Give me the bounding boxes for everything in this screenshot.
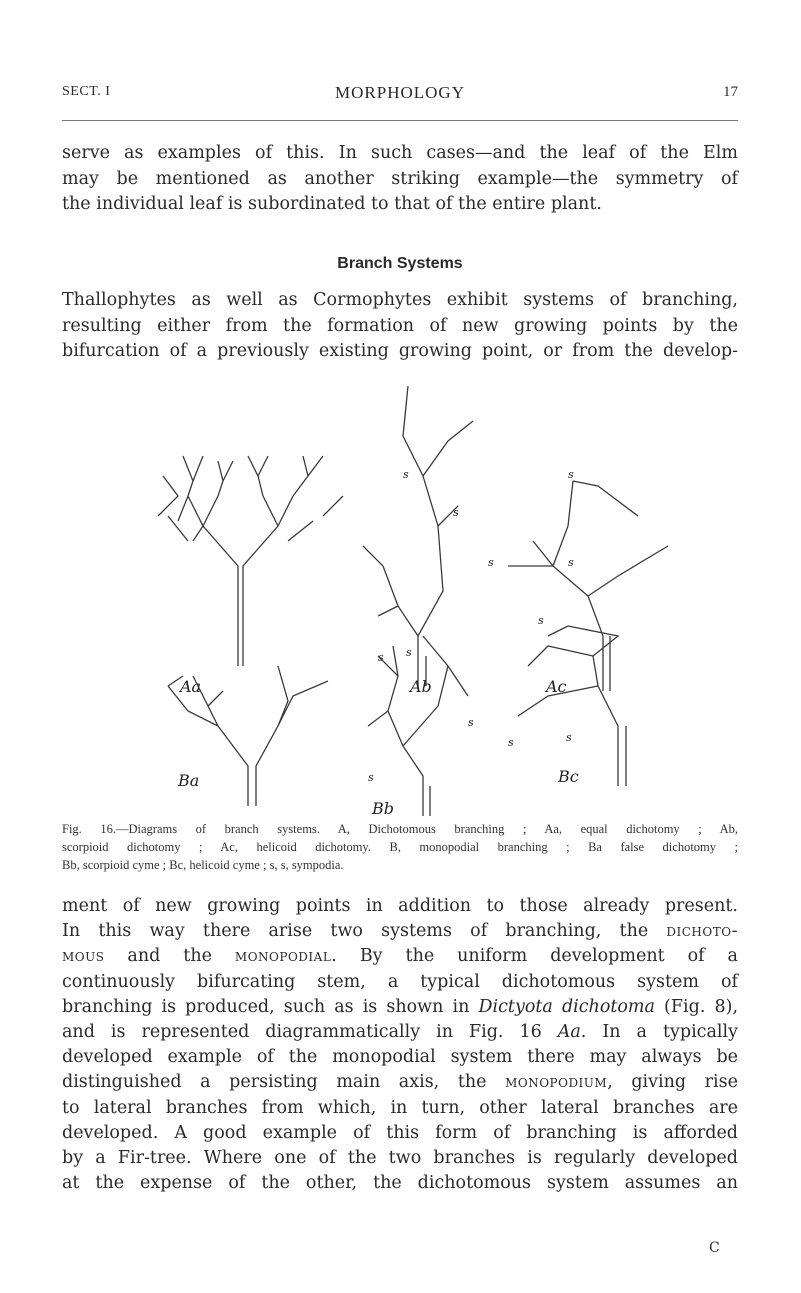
figure-caption bbox=[62, 820, 738, 874]
text-run: , giving rise bbox=[607, 1072, 738, 1093]
sympodia-mark: s bbox=[568, 468, 574, 481]
sympodia-mark: s bbox=[488, 556, 494, 569]
sympodia-mark: s bbox=[406, 646, 412, 659]
text-run: . By the uniform development of a bbox=[331, 946, 738, 967]
text-line bbox=[62, 995, 738, 1020]
intro-paragraph bbox=[62, 141, 738, 218]
text-line: serve as examples of this. In such cases—and the leaf of the Elm bbox=[62, 143, 738, 163]
text-line: resulting either from the formation of new growing points by the bbox=[62, 315, 738, 336]
sympodia-mark: s bbox=[368, 771, 374, 784]
text-line: by a Fir-tree. Where one of the two branches is regularly developed bbox=[62, 1148, 738, 1169]
section-label: SECT. I bbox=[62, 84, 111, 99]
caption-line: scorpioid dichotomy ; Ac, helicoid dichotomy. B, monopodial branching ; Ba false dichotomy ; bbox=[62, 840, 738, 854]
diagram-ac bbox=[508, 481, 668, 691]
label-aa: Aa bbox=[180, 677, 202, 696]
label-ab: Ab bbox=[410, 677, 432, 696]
label-bb: Bb bbox=[372, 799, 394, 816]
running-header bbox=[62, 84, 738, 108]
term-dichotomous: dichoto- bbox=[666, 921, 738, 942]
sympodia-mark: s bbox=[403, 468, 409, 481]
text-line bbox=[62, 1070, 738, 1095]
text-line: ment of new growing points in addition to those already present. bbox=[62, 896, 738, 916]
signature-mark: C bbox=[709, 1240, 720, 1256]
label-ac: Ac bbox=[546, 677, 567, 696]
sympodia-mark: s bbox=[566, 731, 572, 744]
text-run: distinguished a persisting main axis, the bbox=[62, 1072, 506, 1093]
species-name: Dictyota dichotoma bbox=[478, 996, 655, 1017]
sympodia-mark: s bbox=[378, 651, 384, 664]
sympodia-mark: s bbox=[468, 716, 474, 729]
term-monopodial: monopodial bbox=[234, 946, 332, 967]
label-bc: Bc bbox=[558, 767, 579, 786]
branch-systems-figure bbox=[148, 366, 708, 816]
text-run: . In a typically bbox=[580, 1022, 738, 1043]
sympodia-mark: s bbox=[568, 556, 574, 569]
term-monopodium: monopodium bbox=[505, 1072, 608, 1093]
text-line: at the expense of the other, the dichotomous system assumes an bbox=[62, 1173, 738, 1194]
text-line bbox=[62, 944, 738, 969]
caption-line: Fig. 16.—Diagrams of branch systems. A, Dichotomous branching ; Aa, equal dichotomy ; Ab, bbox=[62, 822, 738, 836]
section-heading: Branch Systems bbox=[337, 255, 463, 272]
text-run: and is represented diagrammatically in Fig. 16 bbox=[62, 1022, 558, 1043]
text-line: to lateral branches from which, in turn, other lateral branches are bbox=[62, 1097, 738, 1118]
page-number: 17 bbox=[723, 84, 738, 100]
paragraph-two bbox=[62, 288, 738, 365]
sympodia-mark: s bbox=[508, 736, 514, 749]
text-line: bifurcation of a previously existing growing point, or from the develop- bbox=[62, 341, 738, 361]
header-rule bbox=[62, 120, 738, 121]
label-ba: Ba bbox=[178, 771, 200, 790]
text-line bbox=[62, 1020, 738, 1045]
text-line: the individual leaf is subordinated to that of the entire plant. bbox=[62, 194, 602, 214]
figure-ref: Aa bbox=[557, 1022, 581, 1043]
sympodia-mark: s bbox=[453, 506, 459, 519]
body-paragraph bbox=[62, 894, 738, 1196]
text-line: continuously bifurcating stem, a typical dichotomous system of bbox=[62, 971, 738, 992]
text-line: developed example of the monopodial system there may always be bbox=[62, 1047, 738, 1068]
text-run: and the bbox=[104, 946, 235, 967]
diagram-aa bbox=[158, 456, 343, 666]
term-dichotomous-cont: mous bbox=[62, 946, 105, 967]
text-run: branching is produced, such as is shown in bbox=[62, 996, 479, 1017]
text-run: In this way there arise two systems of branching, the bbox=[62, 921, 667, 942]
text-line: developed. A good example of this form of branching is afforded bbox=[62, 1122, 738, 1143]
text-line: may be mentioned as another striking example—the symmetry of bbox=[62, 168, 738, 189]
diagram-ab bbox=[363, 386, 473, 686]
text-line: Thallophytes as well as Cormophytes exhibit systems of branching, bbox=[62, 290, 738, 310]
text-run: (Fig. 8), bbox=[654, 996, 739, 1017]
sympodia-mark: s bbox=[538, 614, 544, 627]
page-title: MORPHOLOGY bbox=[335, 83, 465, 102]
caption-line: Bb, scorpioid cyme ; Bc, helicoid cyme ; s, s, sympodia. bbox=[62, 858, 344, 872]
text-line bbox=[62, 919, 738, 944]
